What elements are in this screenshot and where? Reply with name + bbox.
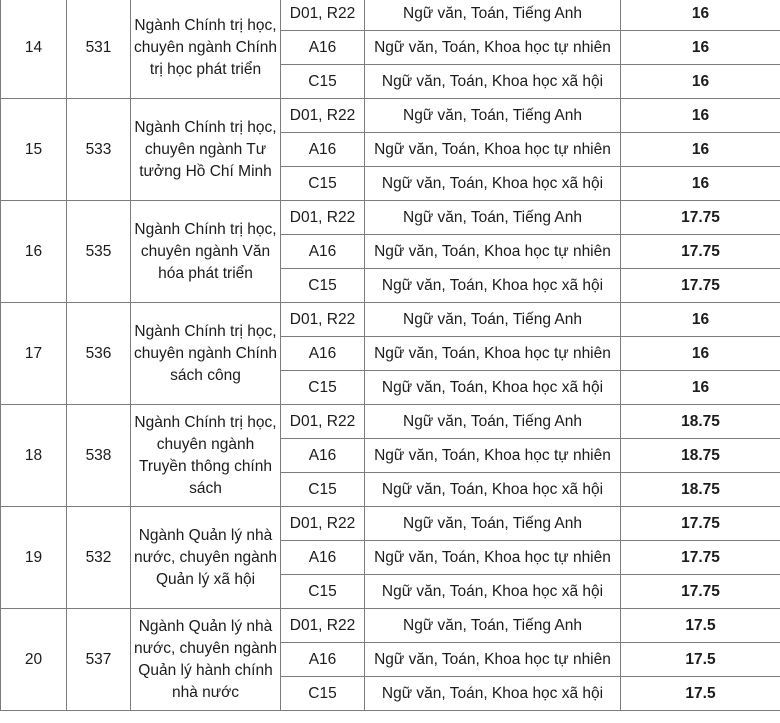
major-code-cell: 533 bbox=[67, 99, 131, 201]
subjects-cell: Ngữ văn, Toán, Khoa học tự nhiên bbox=[365, 31, 621, 65]
benchmark-score-cell: 16 bbox=[621, 65, 780, 99]
subject-combo-cell: A16 bbox=[281, 643, 365, 677]
subjects-cell: Ngữ văn, Toán, Khoa học xã hội bbox=[365, 575, 621, 609]
subject-combo-cell: A16 bbox=[281, 235, 365, 269]
subjects-cell: Ngữ văn, Toán, Khoa học tự nhiên bbox=[365, 337, 621, 371]
subject-combo-cell: A16 bbox=[281, 31, 365, 65]
major-code-cell: 531 bbox=[67, 0, 131, 99]
benchmark-score-cell: 16 bbox=[621, 303, 780, 337]
subjects-cell: Ngữ văn, Toán, Tiếng Anh bbox=[365, 0, 621, 31]
major-name-cell: Ngành Chính trị học, chuyên ngành Tư tưởng Hồ Chí Minh bbox=[131, 99, 281, 201]
subject-combo-cell: C15 bbox=[281, 677, 365, 711]
subjects-cell: Ngữ văn, Toán, Tiếng Anh bbox=[365, 303, 621, 337]
subjects-cell: Ngữ văn, Toán, Tiếng Anh bbox=[365, 507, 621, 541]
table-row bbox=[1, 99, 780, 133]
subject-combo-cell: D01, R22 bbox=[281, 303, 365, 337]
benchmark-score-cell: 16 bbox=[621, 99, 780, 133]
subjects-cell: Ngữ văn, Toán, Khoa học tự nhiên bbox=[365, 439, 621, 473]
benchmark-score-cell: 17.75 bbox=[621, 541, 780, 575]
subjects-cell: Ngữ văn, Toán, Tiếng Anh bbox=[365, 609, 621, 643]
subject-combo-cell: D01, R22 bbox=[281, 0, 365, 31]
row-number-cell: 20 bbox=[1, 609, 67, 711]
major-code-cell: 535 bbox=[67, 201, 131, 303]
subject-combo-cell: C15 bbox=[281, 65, 365, 99]
subjects-cell: Ngữ văn, Toán, Tiếng Anh bbox=[365, 405, 621, 439]
major-name-cell: Ngành Chính trị học, chuyên ngành Văn hóa phát triển bbox=[131, 201, 281, 303]
subject-combo-cell: C15 bbox=[281, 575, 365, 609]
table-body bbox=[1, 0, 780, 711]
benchmark-score-cell: 17.75 bbox=[621, 235, 780, 269]
benchmark-score-cell: 17.75 bbox=[621, 201, 780, 235]
row-number-cell: 17 bbox=[1, 303, 67, 405]
benchmark-score-cell: 16 bbox=[621, 337, 780, 371]
subjects-cell: Ngữ văn, Toán, Khoa học xã hội bbox=[365, 65, 621, 99]
benchmark-score-cell: 16 bbox=[621, 31, 780, 65]
major-code-cell: 532 bbox=[67, 507, 131, 609]
row-number-cell: 14 bbox=[1, 0, 67, 99]
benchmark-score-cell: 16 bbox=[621, 371, 780, 405]
subjects-cell: Ngữ văn, Toán, Khoa học tự nhiên bbox=[365, 133, 621, 167]
table-row bbox=[1, 609, 780, 643]
benchmark-score-cell: 16 bbox=[621, 133, 780, 167]
subjects-cell: Ngữ văn, Toán, Khoa học xã hội bbox=[365, 269, 621, 303]
table-row bbox=[1, 0, 780, 31]
table-row bbox=[1, 507, 780, 541]
subjects-cell: Ngữ văn, Toán, Khoa học xã hội bbox=[365, 167, 621, 201]
subject-combo-cell: C15 bbox=[281, 371, 365, 405]
major-code-cell: 537 bbox=[67, 609, 131, 711]
major-code-cell: 538 bbox=[67, 405, 131, 507]
benchmark-score-cell: 17.75 bbox=[621, 575, 780, 609]
subject-combo-cell: C15 bbox=[281, 269, 365, 303]
table-row bbox=[1, 405, 780, 439]
subject-combo-cell: A16 bbox=[281, 541, 365, 575]
subjects-cell: Ngữ văn, Toán, Tiếng Anh bbox=[365, 201, 621, 235]
subject-combo-cell: D01, R22 bbox=[281, 609, 365, 643]
row-number-cell: 16 bbox=[1, 201, 67, 303]
subjects-cell: Ngữ văn, Toán, Khoa học xã hội bbox=[365, 473, 621, 507]
subjects-cell: Ngữ văn, Toán, Khoa học xã hội bbox=[365, 677, 621, 711]
benchmark-score-cell: 17.5 bbox=[621, 609, 780, 643]
row-number-cell: 19 bbox=[1, 507, 67, 609]
subject-combo-cell: D01, R22 bbox=[281, 201, 365, 235]
table-row bbox=[1, 303, 780, 337]
benchmark-score-cell: 17.5 bbox=[621, 643, 780, 677]
row-number-cell: 15 bbox=[1, 99, 67, 201]
major-name-cell: Ngành Quản lý nhà nước, chuyên ngành Quản lý xã hội bbox=[131, 507, 281, 609]
subjects-cell: Ngữ văn, Toán, Khoa học tự nhiên bbox=[365, 643, 621, 677]
subject-combo-cell: D01, R22 bbox=[281, 507, 365, 541]
subjects-cell: Ngữ văn, Toán, Khoa học tự nhiên bbox=[365, 235, 621, 269]
subjects-cell: Ngữ văn, Toán, Khoa học tự nhiên bbox=[365, 541, 621, 575]
major-name-cell: Ngành Chính trị học, chuyên ngành Truyền thông chính sách bbox=[131, 405, 281, 507]
benchmark-score-cell: 16 bbox=[621, 0, 780, 31]
benchmark-score-cell: 17.75 bbox=[621, 507, 780, 541]
subjects-cell: Ngữ văn, Toán, Khoa học xã hội bbox=[365, 371, 621, 405]
benchmark-score-cell: 16 bbox=[621, 167, 780, 201]
major-name-cell: Ngành Chính trị học, chuyên ngành Chính trị học phát triển bbox=[131, 0, 281, 99]
subject-combo-cell: A16 bbox=[281, 133, 365, 167]
subjects-cell: Ngữ văn, Toán, Tiếng Anh bbox=[365, 99, 621, 133]
subject-combo-cell: D01, R22 bbox=[281, 405, 365, 439]
benchmark-score-cell: 18.75 bbox=[621, 439, 780, 473]
benchmark-score-cell: 18.75 bbox=[621, 405, 780, 439]
table-row bbox=[1, 201, 780, 235]
subject-combo-cell: A16 bbox=[281, 439, 365, 473]
row-number-cell: 18 bbox=[1, 405, 67, 507]
major-name-cell: Ngành Quản lý nhà nước, chuyên ngành Quản lý hành chính nhà nước bbox=[131, 609, 281, 711]
subject-combo-cell: C15 bbox=[281, 167, 365, 201]
subject-combo-cell: D01, R22 bbox=[281, 99, 365, 133]
subject-combo-cell: A16 bbox=[281, 337, 365, 371]
subject-combo-cell: C15 bbox=[281, 473, 365, 507]
benchmark-score-cell: 18.75 bbox=[621, 473, 780, 507]
benchmark-score-cell: 17.75 bbox=[621, 269, 780, 303]
benchmark-score-cell: 17.5 bbox=[621, 677, 780, 711]
major-name-cell: Ngành Chính trị học, chuyên ngành Chính sách công bbox=[131, 303, 281, 405]
major-code-cell: 536 bbox=[67, 303, 131, 405]
